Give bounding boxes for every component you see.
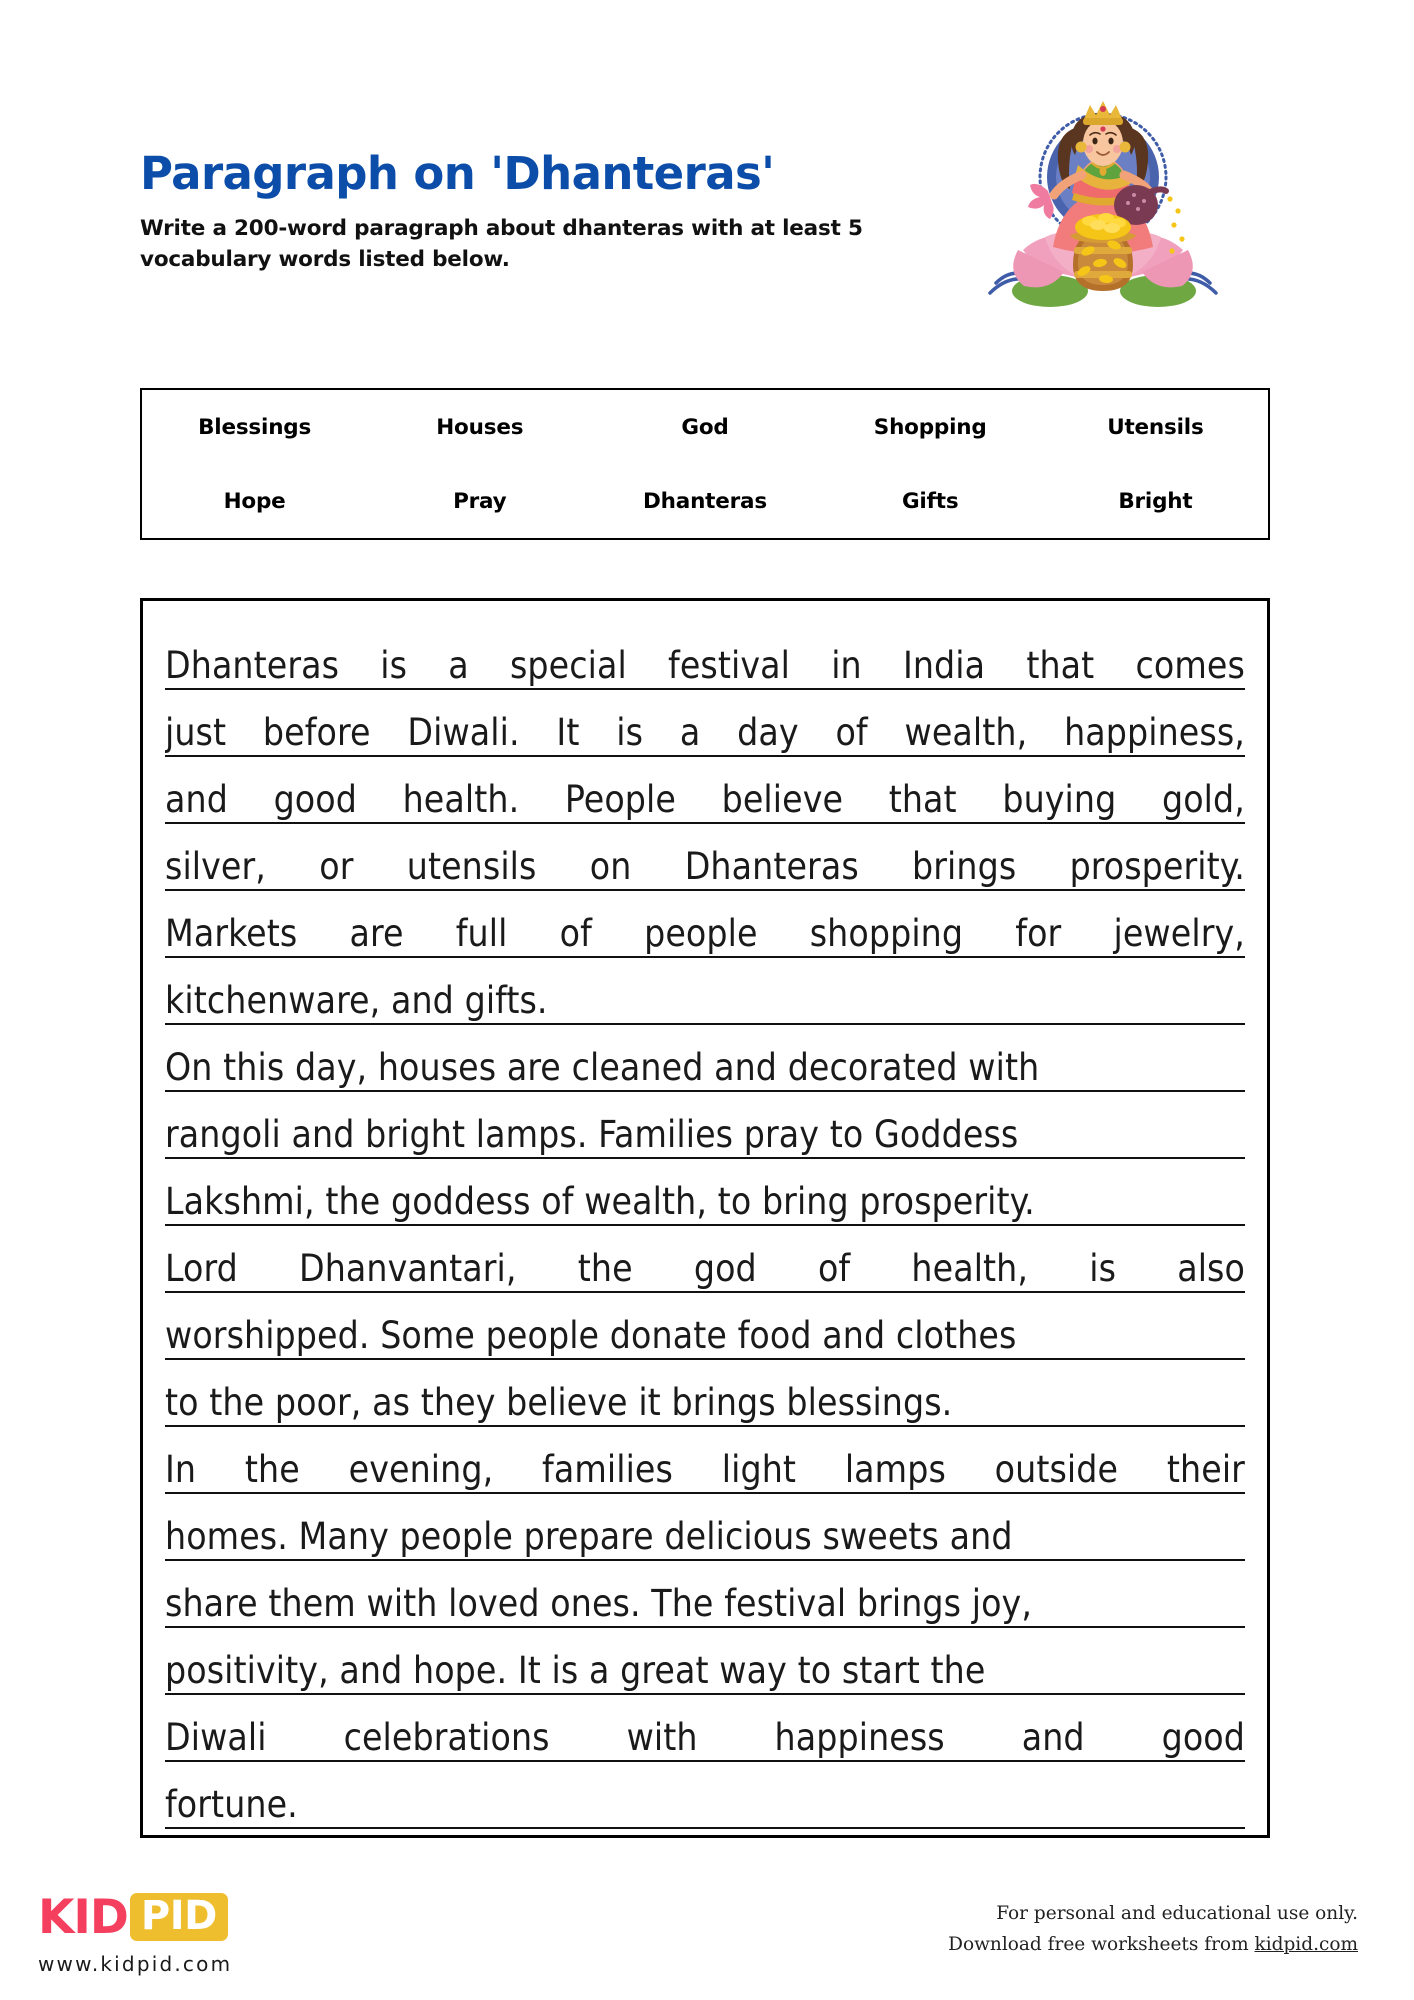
answer-line bbox=[165, 757, 1245, 824]
answer-word: and bbox=[165, 778, 228, 821]
answer-word: before bbox=[262, 711, 371, 754]
answer-word: a bbox=[679, 711, 701, 754]
answer-word: happiness, bbox=[1064, 711, 1245, 754]
footer-notice bbox=[948, 1899, 1358, 1960]
vocab-word: Dhanteras bbox=[643, 488, 767, 514]
answer-word: and bbox=[1021, 1716, 1085, 1759]
footer-notice-prefix: Download free worksheets from bbox=[948, 1933, 1255, 1955]
answer-word: of bbox=[817, 1247, 851, 1290]
answer-line bbox=[165, 1226, 1245, 1293]
answer-word: is bbox=[1089, 1247, 1117, 1290]
answer-word: special bbox=[509, 644, 627, 687]
vocabulary-box bbox=[140, 388, 1270, 540]
page-title: Paragraph on 'Dhanteras' bbox=[140, 147, 775, 200]
answer-word: or bbox=[319, 845, 354, 888]
answer-word: Lord bbox=[165, 1247, 238, 1290]
answer-word: Diwali. bbox=[407, 711, 520, 754]
footer-notice-line-2 bbox=[948, 1930, 1358, 1961]
answer-line: homes. Many people prepare delicious sweets and bbox=[165, 1494, 1245, 1561]
answer-word: their bbox=[1166, 1448, 1245, 1491]
answer-word: are bbox=[349, 912, 404, 955]
vocab-word: Blessings bbox=[198, 414, 312, 440]
answer-word: that bbox=[1026, 644, 1095, 687]
logo-website-url: www.kidpid.com bbox=[38, 1952, 233, 1976]
answer-word: of bbox=[835, 711, 868, 754]
answer-word: good bbox=[1161, 1716, 1245, 1759]
lakshmi-illustration bbox=[978, 95, 1228, 310]
vocab-word: Utensils bbox=[1107, 414, 1204, 440]
worksheet-footer bbox=[0, 1885, 1414, 2000]
answer-word: People bbox=[564, 778, 676, 821]
answer-word: Markets bbox=[165, 912, 298, 955]
answer-word: for bbox=[1015, 912, 1062, 955]
vocab-word: Shopping bbox=[873, 414, 987, 440]
answer-word: health. bbox=[402, 778, 520, 821]
answer-line bbox=[165, 1695, 1245, 1762]
answer-line bbox=[165, 623, 1245, 690]
answer-word: brings bbox=[912, 845, 1017, 888]
vocabulary-grid bbox=[142, 390, 1268, 538]
answer-line bbox=[165, 1427, 1245, 1494]
answer-line: On this day, houses are cleaned and decorated with bbox=[165, 1025, 1245, 1092]
worksheet-header bbox=[140, 147, 970, 276]
answer-line: rangoli and bright lamps. Families pray to Goddess bbox=[165, 1092, 1245, 1159]
answer-word: jewelry, bbox=[1113, 912, 1245, 955]
answer-word: with bbox=[626, 1716, 698, 1759]
answer-word: full bbox=[455, 912, 508, 955]
answer-word: Dhanvantari, bbox=[298, 1247, 517, 1290]
answer-lines bbox=[165, 623, 1245, 1829]
answer-word: silver, bbox=[165, 845, 266, 888]
answer-word: good bbox=[273, 778, 357, 821]
answer-word: god bbox=[693, 1247, 757, 1290]
answer-word: the bbox=[577, 1247, 633, 1290]
answer-word: utensils bbox=[406, 845, 537, 888]
logo-pid-badge: PID bbox=[130, 1893, 228, 1941]
answer-word: In bbox=[165, 1448, 197, 1491]
answer-word: gold, bbox=[1161, 778, 1245, 821]
answer-line: fortune. bbox=[165, 1762, 1245, 1829]
answer-word: just bbox=[165, 711, 227, 754]
answer-word: Dhanteras bbox=[684, 845, 859, 888]
answer-word: day bbox=[737, 711, 799, 754]
answer-line bbox=[165, 824, 1245, 891]
answer-line bbox=[165, 891, 1245, 958]
answer-word: happiness bbox=[774, 1716, 945, 1759]
answer-word: celebrations bbox=[343, 1716, 550, 1759]
answer-line bbox=[165, 690, 1245, 757]
vocab-word: Bright bbox=[1118, 488, 1193, 514]
vocab-word: Houses bbox=[436, 414, 524, 440]
answer-word: lamps bbox=[844, 1448, 946, 1491]
logo-kid-text: KID bbox=[38, 1889, 128, 1945]
answer-word: that bbox=[888, 778, 957, 821]
answer-word: of bbox=[559, 912, 592, 955]
answer-word: people bbox=[644, 912, 758, 955]
answer-word: in bbox=[831, 644, 862, 687]
answer-line: to the poor, as they believe it brings blessings. bbox=[165, 1360, 1245, 1427]
answer-word: is bbox=[616, 711, 644, 754]
instruction-text: Write a 200-word paragraph about dhanteras with at least 5 vocabulary words listed below. bbox=[140, 216, 863, 273]
answer-word: outside bbox=[994, 1448, 1119, 1491]
answer-line: share them with loved ones. The festival brings joy, bbox=[165, 1561, 1245, 1628]
answer-line: Lakshmi, the goddess of wealth, to bring prosperity. bbox=[165, 1159, 1245, 1226]
answer-word: wealth, bbox=[904, 711, 1028, 754]
answer-word: India bbox=[902, 644, 986, 687]
answer-word: prosperity. bbox=[1069, 845, 1245, 888]
vocab-word: Gifts bbox=[901, 488, 959, 514]
answer-line: positivity, and hope. It is a great way to start the bbox=[165, 1628, 1245, 1695]
answer-word: evening, bbox=[348, 1448, 494, 1491]
answer-line: kitchenware, and gifts. bbox=[165, 958, 1245, 1025]
answer-word: light bbox=[721, 1448, 797, 1491]
footer-notice-line-1: For personal and educational use only. bbox=[996, 1903, 1358, 1924]
answer-word: It bbox=[556, 711, 580, 754]
answer-word: also bbox=[1177, 1247, 1245, 1290]
vocab-word: Pray bbox=[453, 488, 507, 514]
answer-word: Dhanteras bbox=[165, 644, 340, 687]
answer-box[interactable] bbox=[140, 598, 1270, 1838]
kidpid-logo bbox=[38, 1889, 233, 1976]
answer-word: festival bbox=[668, 644, 790, 687]
vocab-word: Hope bbox=[223, 488, 286, 514]
answer-word: believe bbox=[721, 778, 844, 821]
answer-word: the bbox=[244, 1448, 300, 1491]
answer-word: on bbox=[589, 845, 632, 888]
answer-word: comes bbox=[1135, 644, 1245, 687]
answer-word: a bbox=[448, 644, 469, 687]
answer-word: is bbox=[380, 644, 408, 687]
vocab-word: God bbox=[681, 414, 729, 440]
logo-wordmark bbox=[38, 1889, 232, 1945]
answer-line: worshipped. Some people donate food and clothes bbox=[165, 1293, 1245, 1360]
answer-word: buying bbox=[1002, 778, 1117, 821]
answer-word: families bbox=[542, 1448, 673, 1491]
answer-word: health, bbox=[911, 1247, 1029, 1290]
answer-word: shopping bbox=[809, 912, 964, 955]
answer-word: Diwali bbox=[165, 1716, 267, 1759]
kidpid-link[interactable]: kidpid.com bbox=[1254, 1933, 1358, 1955]
